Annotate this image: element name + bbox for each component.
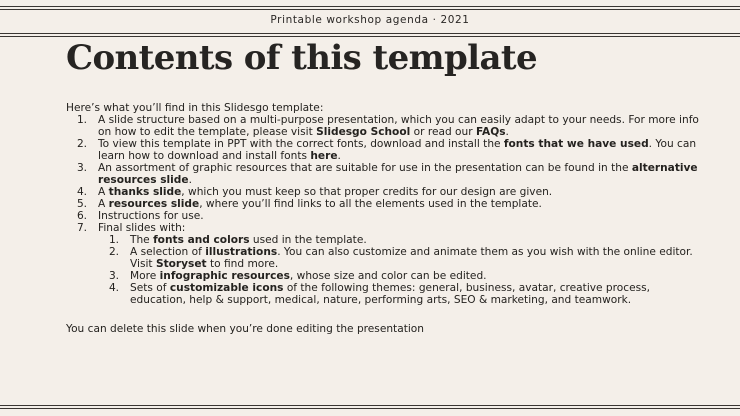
bold-text: infographic resources xyxy=(159,270,290,282)
main-list xyxy=(66,114,706,234)
header-title: Printable workshop agenda · 2021 xyxy=(270,14,470,26)
page-title: Contents of this template xyxy=(66,38,538,78)
text-run: or read our xyxy=(410,126,476,138)
sub-list-item xyxy=(66,282,706,306)
bold-text: alternative resources slide xyxy=(98,162,698,186)
list-text xyxy=(98,198,706,210)
bold-text: FAQs xyxy=(475,126,506,138)
text-run: . You can learn how to download and install fonts xyxy=(98,138,697,162)
list-item xyxy=(66,186,706,198)
list-text xyxy=(98,210,706,222)
text-run: Instructions for use. xyxy=(98,210,204,222)
text-run: A xyxy=(98,186,109,198)
list-text xyxy=(130,246,706,270)
bold-text: fonts and colors xyxy=(153,234,250,246)
list-item xyxy=(66,222,706,234)
list-item xyxy=(66,198,706,210)
sub-list-item xyxy=(66,234,706,246)
list-number: 3. xyxy=(108,270,120,282)
top-rule-outer xyxy=(0,6,740,7)
list-item xyxy=(66,114,706,138)
intro-text: Here’s what you’ll find in this Slidesgo template: xyxy=(66,102,324,114)
bold-text: customizable icons xyxy=(169,282,284,294)
text-run: , where you’ll find links to all the elements used in the template. xyxy=(199,198,542,210)
text-run: A selection of xyxy=(130,246,206,258)
list-number: 1. xyxy=(76,114,88,126)
text-run: . You can also customize and animate them as you wish with the online editor. Visit xyxy=(130,246,693,270)
text-run: An assortment of graphic resources that are suitable for use in the presentation can be found in the xyxy=(98,162,632,174)
text-run: Sets of xyxy=(130,282,170,294)
footer-note: You can delete this slide when you’re done editing the presentation xyxy=(66,323,424,335)
text-run: of the following themes: general, business, avatar, creative process, education, help & support, medical, nature, performing arts, SEO & marketing, and teamwork. xyxy=(130,282,651,306)
contents-body xyxy=(66,102,706,335)
list-number: 1. xyxy=(108,234,120,246)
text-run: , which you must keep so that proper credits for our design are given. xyxy=(181,186,553,198)
list-number: 7. xyxy=(76,222,88,234)
bold-text: illustrations xyxy=(205,246,278,258)
list-text xyxy=(130,234,706,246)
list-number: 4. xyxy=(76,186,88,198)
text-run: , whose size and color can be edited. xyxy=(289,270,487,282)
text-run: More xyxy=(130,270,160,282)
list-number: 6. xyxy=(76,210,88,222)
list-text xyxy=(98,162,706,186)
text-run: used in the template. xyxy=(249,234,367,246)
text-run: The xyxy=(130,234,154,246)
header-rule-lower xyxy=(0,36,740,37)
list-number: 5. xyxy=(76,198,88,210)
sub-list xyxy=(66,234,706,306)
text-run: Final slides with: xyxy=(98,222,186,234)
list-number: 3. xyxy=(76,162,88,174)
bottom-rule-lower xyxy=(0,408,740,409)
bold-text: resources slide xyxy=(108,198,200,210)
text-run: A xyxy=(98,198,109,210)
sub-list-item xyxy=(66,270,706,282)
bottom-rule-upper xyxy=(0,405,740,406)
bold-text: Slidesgo School xyxy=(316,126,411,138)
list-item xyxy=(66,138,706,162)
bold-text: thanks slide xyxy=(108,186,182,198)
list-text xyxy=(130,270,706,282)
list-text xyxy=(98,138,706,162)
text-run: A slide structure based on a multi-purpose presentation, which you can easily adapt to your needs. For more info on how to edit the template, please visit xyxy=(98,114,699,138)
text-run: . xyxy=(505,126,509,138)
bold-text: Storyset xyxy=(155,258,207,270)
list-item xyxy=(66,210,706,222)
text-run: to find more. xyxy=(206,258,279,270)
list-item xyxy=(66,162,706,186)
list-text xyxy=(98,186,706,198)
list-number: 2. xyxy=(108,246,120,258)
top-rule-inner xyxy=(0,9,740,10)
list-number: 2. xyxy=(76,138,88,150)
list-text xyxy=(98,114,706,138)
list-number: 4. xyxy=(108,282,120,294)
bold-text: here xyxy=(310,150,338,162)
list-text xyxy=(130,282,706,306)
text-run: To view this template in PPT with the correct fonts, download and install the xyxy=(98,138,504,150)
text-run: . xyxy=(337,150,341,162)
bold-text: fonts that we have used xyxy=(503,138,649,150)
list-text xyxy=(98,222,706,234)
header-rule-upper xyxy=(0,33,740,34)
text-run: . xyxy=(188,174,192,186)
sub-list-item xyxy=(66,246,706,270)
